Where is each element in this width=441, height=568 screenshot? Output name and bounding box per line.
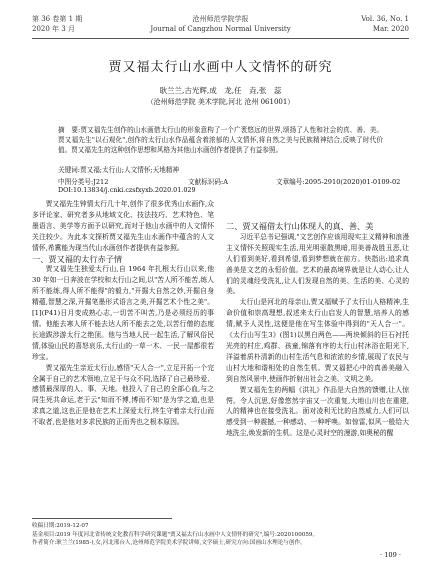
- keywords: 关键词:贾又福;太行山;人文情怀;天地精神: [58, 166, 179, 174]
- paragraph: 贾又福先生独爱太行山,自 1964 年扎根太行山以来,他 30 年如一日奔波在学校和太行山之间,以"苦人所不能苦,练人所不能练,得人所不能得"的毅力,"开掘大自然之妙,开掘自身精蕴,智慧之深,开掘笔墨形式语言之美,开掘艺术个性之美"。[1](P41)日月变成熟心志,一切苦不叫苦,乃是必须经历的事情。他能去寒人所不能去达人所不能去之处,以苦行僧的态度长途跋涉游太行之绝顶。他与当地人民一起生活,了解风俗民情,体验山民的喜怒哀乐,太行山的一草一木、一民一屋都很若珍宝。: [32, 265, 214, 361]
- doi: DOI:10.13834/j.cnki.czsfxyxb.2020.01.029: [58, 186, 196, 194]
- running-header: [32, 14, 409, 38]
- author-bio: 作者简介:耿兰兰(1985-),女,河北邢台人,沧州师范学院美术学院讲师,文学硕士,研究方向:国画山水理论与创作。: [32, 540, 306, 546]
- footnotes: [32, 522, 409, 548]
- intro-paragraph: 贾又福先生钟情太行几十年,创作了很多优秀山水画作,众多评论家、研究者多从地域文化、技法技巧、艺术特色、笔墨语言、美学等方面予以研究,而对于他山水画中的人文情怀关注较少。为此本文探析贾又福先生山水画作中蕴含的人文情怀,希冀能为现当代山水画创作者提供有益参照。: [32, 200, 214, 252]
- header-volume: 第 36 卷第 1 期 2020 年 3 月: [32, 15, 83, 33]
- right-column: [226, 199, 409, 439]
- section-heading-2: 二、贾又福借太行山体现人的真、善、美: [226, 221, 374, 231]
- fund-info: 基金项目:2019 年度河北省传统文化教育科学研究课题"贾又福太行山水画中人文情怀的研究",编号:2020100059。: [32, 531, 319, 538]
- clc-number: 中图分类号:J212: [58, 178, 109, 186]
- classification-line: [58, 176, 401, 186]
- header-rule: [32, 38, 409, 39]
- section-heading-1: 一、贾又福的太行赤子情: [32, 253, 123, 264]
- header-journal: 沧州师范学院学报 Journal of Cangzhou Normal University: [150, 15, 291, 33]
- page-number: · 109 ·: [380, 551, 401, 559]
- footnote-rule: [32, 518, 172, 519]
- document-code: 文献标识码:A: [188, 178, 228, 186]
- left-column: [32, 199, 214, 428]
- paper-title: 贾又福太行山水画中人文情怀的研究: [108, 60, 333, 75]
- affiliation: （沧州师范学院 美术学院,河北 沧州 061001）: [146, 98, 295, 106]
- author-list: 耿兰兰,古光辉,成 龙,任 垚,张 蕊: [159, 86, 282, 95]
- paragraph: 贾又福先生亲近太行山,感悟"天人合一",立足开拓一个完全属于自己的艺术领地,立足于与众不同,选择了自己最珍爱、感情最深厚的人、事、天地。他投入了自己的全部心血,与之同生死共命运,老于云"知而不博,博而不知"是为学之道,也是求真之道,这也正是他在艺术上深爱太行,终生守着亲太行山而不取者,也是他对多求民族的正而秀也之根本原因。: [32, 363, 214, 427]
- article-number: 文章编号:2095-2910(2020)01-0109-02: [276, 178, 401, 186]
- header-volume-en: Vol. 36, No. 1 Mar. 2020: [361, 15, 409, 33]
- paragraph: 太行山是河北的母亲山,贾又福赋予了太行山人格精神,生命价值和崇高理想,叔述来太行山启发人的智慧,培养人的感情,赋予人灵性,这便是他在写生体验中得到的"天人合一"。《太行山写生3》(图1)以黑白两色——两块倾斜的巨石衬托光亮的村庄,鸡群、孩童,锦落有序的太行山村沐浴在阳光下,洋溢着质朴清新的山村生活气息和浓浓的乡情,展现了农民与山村大地和谐相处的自然生机。贾又福把心中的真善美融入到自然风景中,使画作折射出社会之美、文明之美。: [226, 298, 409, 383]
- abstract: 摘 要:贾又福先生创作的山水画借太行山的形象意构了一个广袤悠远的世界,颂扬了人性和社会的真、善、美。贾又福先生"以石观化",创作的太行山水作品蕴含着浓郁的人文情怀,将自然之美与民族精神结合,反映了时代价值。贾又福先生的这种创作思想和风格为其他山水画创作者提供了有益参照。: [58, 126, 383, 154]
- paragraph: 习近平总书记强调,"文艺创作应该用现实主义精神和浪漫主义情怀关照现实生活,用光明驱散黑暗,用美善战胜丑恶,让人们看到美好,看到希望,看到梦想就在前方。快指出:追求真善美是文艺的永恒价值。艺术的最高境界就是让人动心,让人们的灵魂经受洗礼,让人们发现自然的美、生活的美、心灵的美。: [226, 232, 409, 296]
- paragraph: 贾又福先生的两幅《洪礼》作品是大自然的馈赠,让人惊愕。令人沉思,好像悠然宇宙又一次重复,大地山川也在重建,人的精神也在接受洗礼。面对凌利无比的自然威力,人们可以感受到一种震撼,一种感动、一种呼唤。如惊雷,似风一般给大地洗尘,焕发新的生机。这是心灵时空的漫游,如奥秘的醒: [226, 385, 409, 438]
- received-date: 收稿日期:2019-12-07: [32, 523, 89, 529]
